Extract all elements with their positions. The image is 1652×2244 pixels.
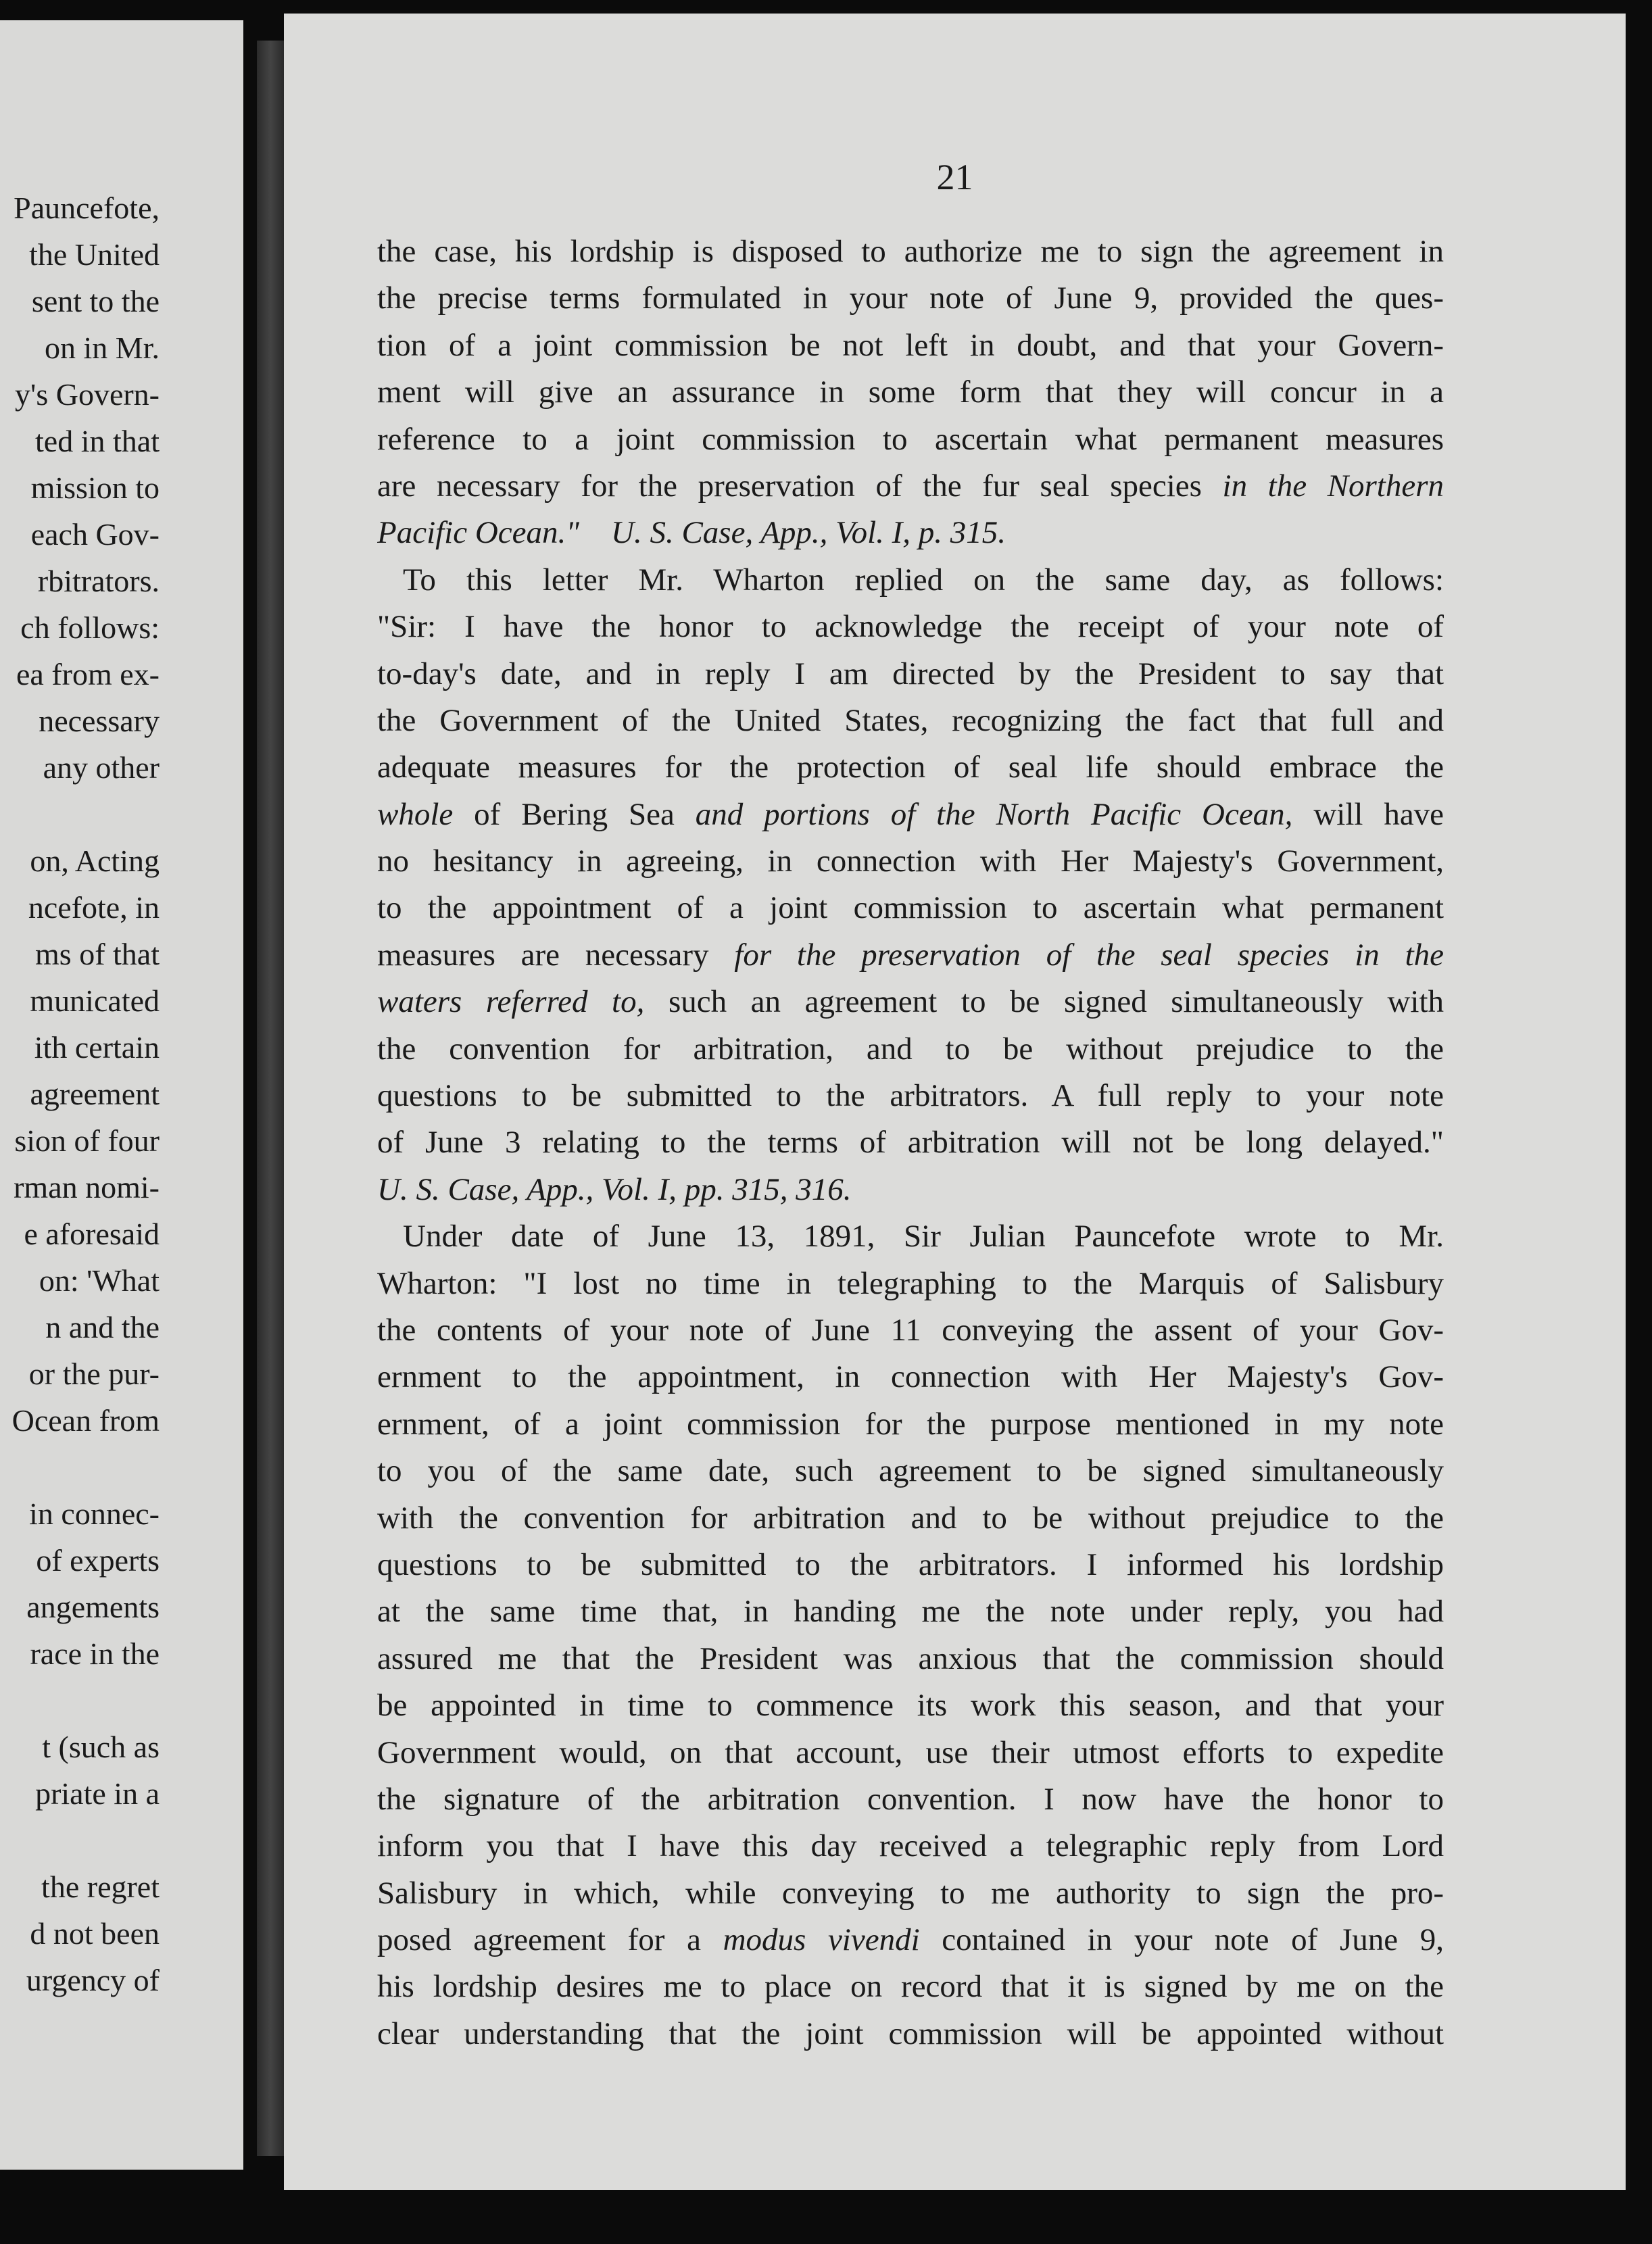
left-page-fragment: ith certain	[34, 1030, 160, 1065]
left-page-fragment: priate in a	[35, 1776, 160, 1811]
left-page-fragment: sion of four	[14, 1123, 160, 1158]
left-page-fragment: the United	[29, 237, 160, 272]
text-line: inform you that I have this day received a telegraphic reply from Lord	[377, 1828, 1444, 1864]
left-page-fragment: e aforesaid	[24, 1217, 160, 1251]
facing-page-left	[0, 20, 243, 2170]
text-line: the signature of the arbitration convention. I now have the honor to	[377, 1781, 1444, 1817]
book-gutter	[257, 41, 284, 2156]
left-page-fragment: urgency of	[26, 1963, 160, 1997]
text-line: questions to be submitted to the arbitrators. A full reply to your note	[377, 1078, 1444, 1114]
left-page-fragment: municated	[30, 983, 160, 1018]
text-line: adequate measures for the protection of seal life should embrace the	[377, 750, 1444, 785]
left-page-fragment: agreement	[30, 1077, 160, 1111]
left-page-fragment: the regret	[41, 1870, 160, 1904]
left-page-fragment: mission to	[30, 470, 160, 505]
left-page-fragment: angements	[26, 1590, 160, 1624]
left-page-fragment: ea from ex-	[16, 657, 160, 691]
left-page-fragment: on: 'What	[39, 1263, 160, 1298]
left-page-fragment: rman nomi-	[14, 1170, 160, 1204]
left-page-fragment: Pauncefote,	[14, 191, 160, 225]
italic-phrase: Pacific Ocean."	[377, 515, 580, 551]
left-page-fragment: each Gov-	[30, 517, 160, 552]
text-line: tion of a joint commission be not left in doubt, and that your Govern-	[377, 327, 1444, 363]
text-line: ernment to the appointment, in connection with Her Majesty's Gov-	[377, 1359, 1444, 1395]
left-page-fragment: rbitrators.	[37, 564, 160, 598]
left-page-fragment: ms of that	[35, 937, 160, 971]
text-line: reference to a joint commission to ascertain what permanent measures	[377, 421, 1444, 457]
text-line: Wharton: "I lost no time in telegraphing to the Marquis of Salisbury	[377, 1265, 1444, 1301]
text-line: Government would, on that account, use their utmost efforts to expedite	[377, 1734, 1444, 1770]
italic-phrase: and portions of the North Pacific Ocean,	[695, 796, 1293, 832]
left-page-fragment: t (such as	[42, 1730, 160, 1764]
left-page-fragment: race in the	[30, 1636, 160, 1671]
text-line: are necessary for the preservation of the fur seal species in the Northern	[377, 468, 1444, 504]
text-line: to you of the same date, such agreement to be signed simultaneously	[377, 1453, 1444, 1489]
left-page-fragment: n and the	[45, 1310, 160, 1344]
text-line: ment will give an assurance in some form that they will concur in a	[377, 374, 1444, 410]
text-line: the convention for arbitration, and to be without prejudice to the	[377, 1031, 1444, 1067]
citation-line	[377, 510, 1444, 556]
page-number: 21	[936, 157, 973, 197]
left-page-fragment: y's Govern-	[15, 377, 160, 412]
left-page-fragment: necessary	[39, 704, 160, 738]
text-line: waters referred to, such an agreement to be signed simultaneously with	[377, 984, 1444, 1020]
text-line: with the convention for arbitration and to be without prejudice to the	[377, 1500, 1444, 1536]
text-line: at the same time that, in handing me the note under reply, you had	[377, 1594, 1444, 1630]
text-line: Under date of June 13, 1891, Sir Julian Pauncefote wrote to Mr.	[403, 1219, 1444, 1254]
text-line: the Government of the United States, recognizing the fact that full and	[377, 702, 1444, 738]
text-line: the case, his lordship is disposed to authorize me to sign the agreement in	[377, 234, 1444, 269]
text-line: Salisbury in which, while conveying to me authority to sign the pro-	[377, 1875, 1444, 1911]
case-citation: U. S. Case, App., Vol. I, pp. 315, 316.	[377, 1171, 852, 1207]
text-line: the precise terms formulated in your note of June 9, provided the ques-	[377, 280, 1444, 316]
left-page-fragment: ted in that	[35, 424, 160, 458]
left-page-fragment: of experts	[36, 1543, 160, 1578]
case-citation: U. S. Case, App., Vol. I, p. 315.	[611, 515, 1006, 551]
text-line: to the appointment of a joint commission to ascertain what permanent	[377, 890, 1444, 926]
left-page-fragment: on, Acting	[30, 844, 160, 878]
left-page-fragment: d not been	[30, 1916, 160, 1951]
text-line: questions to be submitted to the arbitrators. I informed his lordship	[377, 1546, 1444, 1582]
text-line: ernment, of a joint commission for the purpose mentioned in my note	[377, 1406, 1444, 1442]
italic-phrase: waters referred to,	[377, 984, 645, 1020]
text-line: "Sir: I have the honor to acknowledge the receipt of your note of	[377, 609, 1444, 645]
italic-phrase: modus vivendi	[723, 1922, 920, 1958]
text-line: the contents of your note of June 11 conveying the assent of your Gov-	[377, 1312, 1444, 1348]
text-line: to-day's date, and in reply I am directed by the President to say that	[377, 656, 1444, 691]
left-page-fragment: any other	[43, 750, 160, 785]
left-page-fragment: ch follows:	[20, 610, 160, 645]
body-text	[377, 228, 1444, 2057]
left-page-fragment: Ocean from	[11, 1403, 160, 1438]
left-page-fragment: sent to the	[31, 284, 160, 318]
italic-phrase: whole	[377, 796, 454, 832]
left-page-fragment: ncefote, in	[28, 890, 160, 925]
left-page-fragment: in connec-	[29, 1496, 160, 1531]
left-page-fragment: on in Mr.	[45, 331, 160, 365]
text-line: To this letter Mr. Wharton replied on the same day, as follows:	[403, 562, 1444, 597]
text-line: measures are necessary for the preservation of the seal species in the	[377, 937, 1444, 973]
text-line: be appointed in time to commence its work this season, and that your	[377, 1688, 1444, 1724]
text-line: of June 3 relating to the terms of arbitration will not be long delayed."	[377, 1125, 1444, 1161]
left-page-fragment: or the pur-	[28, 1357, 160, 1391]
italic-phrase: in the Northern	[1222, 468, 1444, 504]
italic-phrase: for the preservation of the seal species in the	[734, 937, 1444, 973]
citation-line	[377, 1167, 1444, 1213]
text-line: his lordship desires me to place on record that it is signed by me on the	[377, 1969, 1444, 2005]
text-line: no hesitancy in agreeing, in connection with Her Majesty's Government,	[377, 844, 1444, 879]
text-line: whole of Bering Sea and portions of the North Pacific Ocean, will have	[377, 796, 1444, 832]
text-line: clear understanding that the joint commission will be appointed without	[377, 2016, 1444, 2051]
text-line: posed agreement for a modus vivendi contained in your note of June 9,	[377, 1922, 1444, 1958]
text-line: assured me that the President was anxious that the commission should	[377, 1640, 1444, 1676]
page-right	[284, 14, 1626, 2190]
